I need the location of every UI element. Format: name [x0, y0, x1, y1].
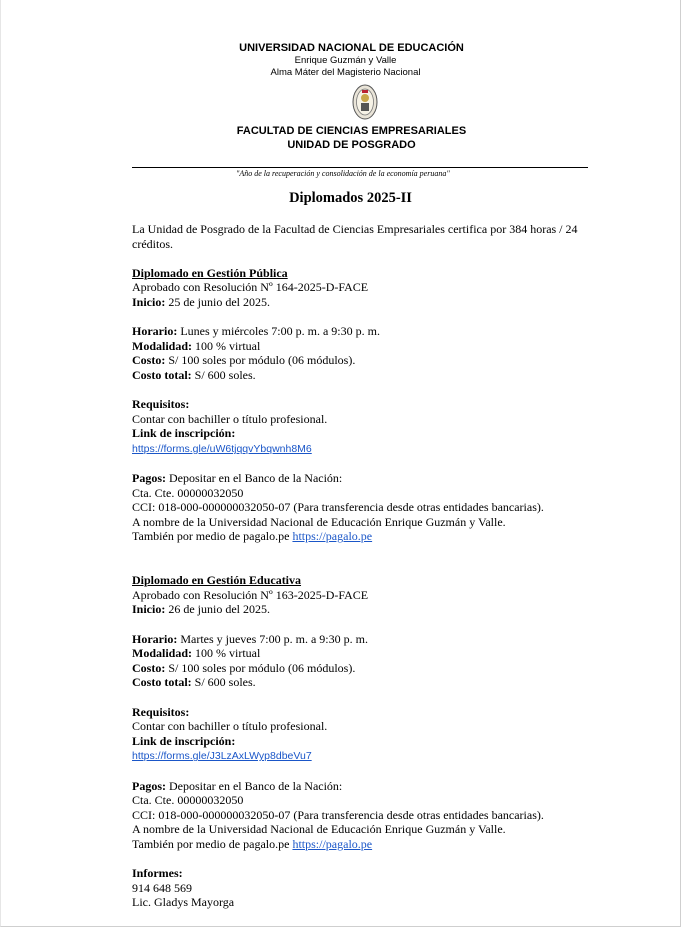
approval-line: Aprobado con Resolución Nº 163-2025-D-FACE: [132, 587, 369, 602]
approval-line: Aprobado con Resolución Nº 164-2025-D-FACE: [132, 280, 369, 295]
mode-line: Modalidad: 100 % virtual: [132, 646, 261, 661]
faculty-name: FACULTAD DE CIENCIAS EMPRESARIALES: [236, 125, 467, 137]
account-line: Cta. Cte. 00000032050: [132, 793, 244, 808]
cost-line: Costo: S/ 100 soles por módulo (06 módulos).: [132, 353, 356, 368]
university-subtitle: Enrique Guzmán y Valle: [294, 55, 397, 66]
total-cost-line: Costo total: S/ 600 soles.: [132, 675, 256, 690]
diplomado-title: Diplomado en Gestión Pública: [132, 265, 288, 280]
informes-phone: 914 648 569: [132, 880, 192, 895]
start-line: Inicio: 25 de junio del 2025.: [132, 294, 270, 309]
account-line: Cta. Cte. 00000032050: [132, 485, 244, 500]
requirements-label: Requisitos:: [132, 397, 190, 412]
start-line: Inicio: 26 de junio del 2025.: [132, 602, 270, 617]
pagalo-line: También por medio de pagalo.pe https://pagalo.pe: [132, 836, 373, 851]
page-title: Diplomados 2025-II: [289, 190, 412, 206]
requirements-text: Contar con bachiller o título profesional.: [132, 719, 328, 734]
informes-label: Informes:: [132, 866, 183, 881]
registration-link-label: Link de inscripción:: [132, 733, 236, 748]
document-body: [132, 222, 582, 910]
account-holder-line: A nombre de la Universidad Nacional de Educación Enrique Guzmán y Valle.: [132, 822, 506, 837]
payment-line: Pagos: Depositar en el Banco de la Nación:: [132, 778, 343, 793]
registration-link[interactable]: https://forms.gle/uW6tjqqvYbqwnh8M6: [132, 442, 312, 455]
pagalo-line: También por medio de pagalo.pe https://pagalo.pe: [132, 529, 373, 544]
cci-line: CCI: 018-000-000000032050-07 (Para transferencia desde otras entidades bancarias).: [132, 500, 544, 515]
pagalo-link[interactable]: https://pagalo.pe: [292, 836, 373, 851]
cci-line: CCI: 018-000-000000032050-07 (Para transferencia desde otras entidades bancarias).: [132, 807, 544, 822]
university-motto-line: Alma Máter del Magisterio Nacional: [270, 67, 421, 78]
header-divider: [132, 167, 588, 168]
year-motto: "Año de la recuperación y consolidación de la economía peruana": [236, 169, 450, 178]
schedule-line: Horario: Lunes y miércoles 7:00 p. m. a 9:30 p. m.: [132, 324, 380, 339]
schedule-line: Horario: Martes y jueves 7:00 p. m. a 9:30 p. m.: [132, 631, 368, 646]
informes-contact: Lic. Gladys Mayorga: [132, 895, 235, 910]
intro-paragraph: La Unidad de Posgrado de la Facultad de Ciencias Empresariales certifica por 384 horas / 24 créditos.: [132, 222, 578, 251]
pagalo-link[interactable]: https://pagalo.pe: [292, 529, 373, 544]
letterhead: [1, 42, 680, 152]
total-cost-line: Costo total: S/ 600 soles.: [132, 367, 256, 382]
unit-name: UNIDAD DE POSGRADO: [287, 139, 416, 151]
registration-link-label: Link de inscripción:: [132, 426, 236, 441]
university-seal-icon: [352, 84, 378, 120]
registration-link[interactable]: https://forms.gle/J3LzAxLWyp8dbeVu7: [132, 750, 312, 763]
mode-line: Modalidad: 100 % virtual: [132, 338, 261, 353]
payment-line: Pagos: Depositar en el Banco de la Nación:: [132, 471, 343, 486]
account-holder-line: A nombre de la Universidad Nacional de Educación Enrique Guzmán y Valle.: [132, 514, 506, 529]
diplomado-title: Diplomado en Gestión Educativa: [132, 573, 302, 588]
requirements-text: Contar con bachiller o título profesional.: [132, 411, 328, 426]
university-name: UNIVERSIDAD NACIONAL DE EDUCACIÓN: [239, 42, 464, 54]
cost-line: Costo: S/ 100 soles por módulo (06 módulos).: [132, 660, 356, 675]
requirements-label: Requisitos:: [132, 704, 190, 719]
